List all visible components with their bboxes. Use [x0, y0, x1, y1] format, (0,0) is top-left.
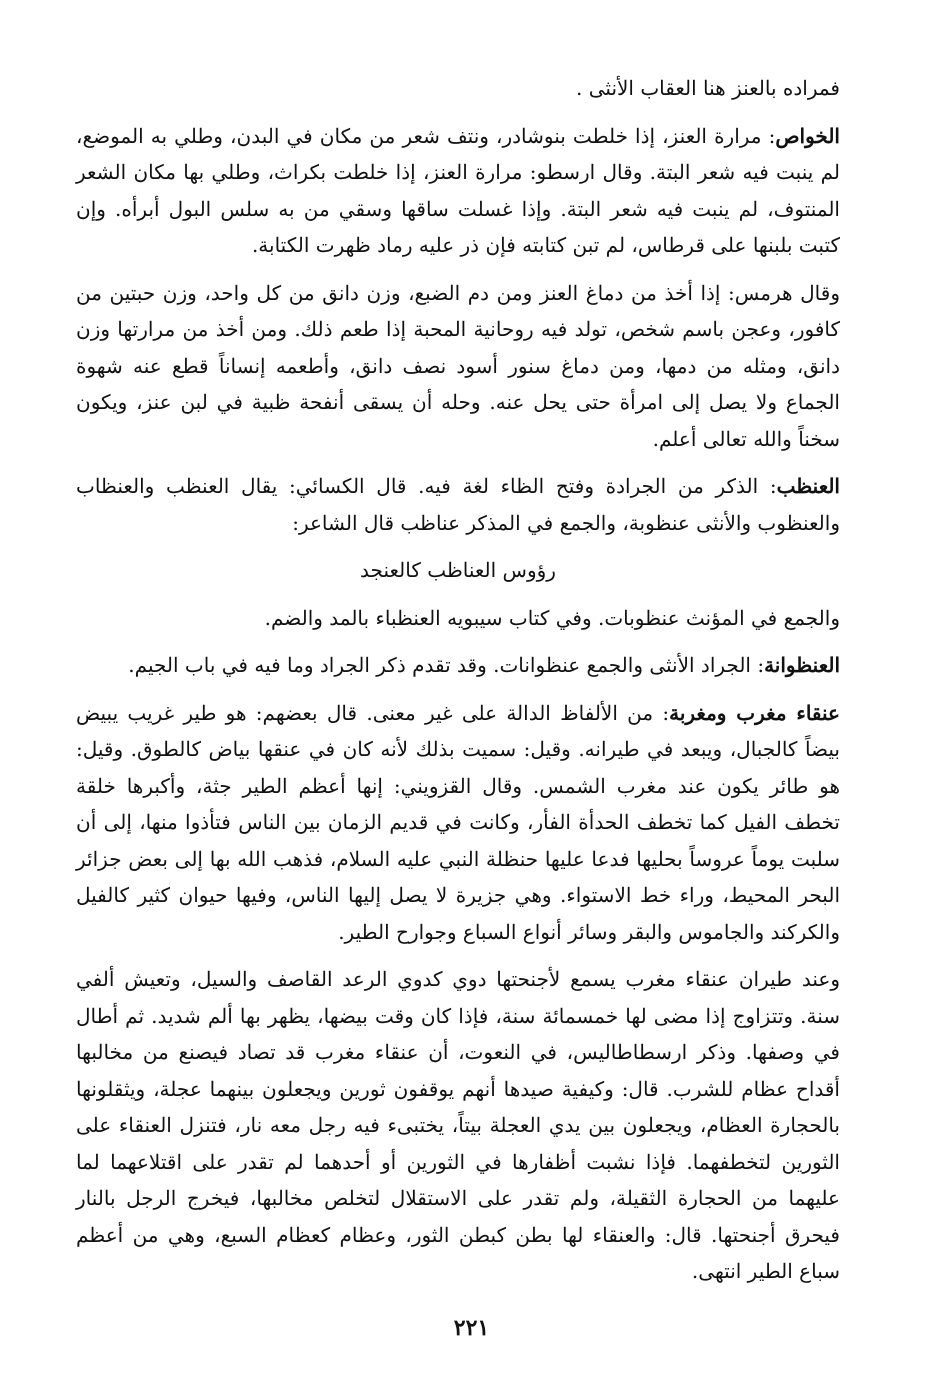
paragraph-unzub — [76, 468, 840, 541]
paragraph-text: : من الألفاظ الدالة على غير معنى. قال بعضهم: هو طير غريب يبيض بيضاً كالجبال، ويبعد في طيرانه. وقيل: سميت بذلك لأنه كان في عنقها بياض كالطوق. وقيل: هو طائر يكون عند مغرب الشمس. وقال القزويني: إنها أعظم الطير جثة، وأكبرها خلقة تخطف الفيل كما تخطف الحدأة الفأر، وكانت في قديم الزمان بين الناس فتأذوا منها، إلى أن سلبت يوماً عروساً بحليها فدعا عليها حنظلة النبي عليه السلام، فذهب الله بها إلى بعض جزائر البحر المحيط، وراء خط الاستواء. وهي جزيرة لا يصل إليها الناس، وفيها حيوان كثير كالفيل والكركند والجاموس والبقر وسائر أنواع السباع وجوارح الطير. — [76, 700, 840, 944]
paragraph-anqa — [76, 695, 840, 951]
paragraph-text: فمراده بالعنز هنا العقاب الأنثى . — [576, 76, 840, 100]
page-body — [76, 70, 840, 1301]
paragraph-text: وقال هرمس: إذا أخذ من دماغ العنز ومن دم الضبع، وزن دانق من كل واحد، وزن حبتين من كافور، وعجن باسم شخص، تولد فيه روحانية المحبة إذا طعم ذلك. ومن أخذ من مرارتها وزن دانق، ومثله من دمها، ومن دماغ سنور أسود نصف دانق، وأطعمه إنساناً قطع عنه شهوة الجماع ولا يصل إلى امرأة حتى يحل عنه. وحله أن يسقى أنفحة ظبية في لبن عنز، ويكون سخناً والله تعالى أعلم. — [76, 280, 840, 451]
paragraph-plural — [76, 600, 840, 637]
paragraph-text: : الجراد الأنثى والجمع عنظوانات. وقد تقدم ذكر الجراد وما فيه في باب الجيم. — [128, 653, 765, 677]
paragraph-intro — [76, 70, 840, 107]
verse-text: رؤوس العناظب كالعنجد — [360, 558, 556, 582]
entry-term: عنقاء مغرب ومغربة — [669, 700, 840, 725]
paragraph-text: وعند طيران عنقاء مغرب يسمع لأجنحتها دوي كدوي الرعد القاصف والسيل، وتعيش ألفي سنة. وتتزاوج إذا مضى لها خمسمائة سنة، فإذا كان وقت بيضها، يظهر بها ألم شديد. ثم أطال في وصفها. وذكر ارسطاطاليس، في النعوت، أن عنقاء مغرب قد تصاد فيصنع من مخالبها أقداح عظام للشرب. قال: وكيفية صيدها أنهم يوقفون ثورين ويجعلون بينهما عجلة، ويثقلونها بالحجارة العظام، ويجعلون بين يدي العجلة بيتاً، يختبىء فيه رجل معه نار، فتنزل العنقاء على الثورين لتخطفهما. فإذا نشبت أظفارها في الثورين أو أحدهما لم تقدر على اقتلاعهما لما عليهما من الحجارة الثقيلة، ولم تقدر على الاستقلال لتخلص مخالبها، فيخرج الرجل بالنار فيحرق أجنحتها. قال: والعنقاء لها بطن كبطن الثور، وعظام كعظام السبع، وهي من أعظم سباع الطير انتهى. — [76, 967, 840, 1283]
poetry-verse — [76, 552, 840, 589]
entry-term: العنظب — [776, 474, 840, 498]
paragraph-anqa-flight — [76, 961, 840, 1290]
entry-term: العنظوانة — [764, 653, 840, 677]
paragraph-khawas — [76, 118, 840, 264]
paragraph-text: : مرارة العنز، إذا خلطت بنوشادر، ونتف شعر من مكان في البدن، وطلي به الموضع، لم ينبت فيه شعر البتة. وقال ارسطو: مرارة العنز، إذا خلطت بكراث، وطلي بها مكان الشعر المنتوف، لم ينبت فيه شعر البتة. وإذا غسلت ساقها وسقي من به سلس البول أبرأه. وإن كتبت بلبنها على قرطاس، لم تبن كتابته فإن ذر عليه رماد ظهرت الكتابة. — [76, 123, 840, 257]
paragraph-text: والجمع في المؤنث عنظوبات. وفي كتاب سيبويه العنظباء بالمد والضم. — [264, 605, 840, 630]
paragraph-text: : الذكر من الجرادة وفتح الظاء لغة فيه. قال الكسائي: يقال العنظب والعنظاب والعنظوب والأنثى عنظوبة، والجمع في المذكر عناظب قال الشاعر: — [76, 474, 840, 535]
page-number: ٢٢١ — [453, 1315, 490, 1341]
entry-term: الخواص — [775, 123, 840, 148]
paragraph-unzuwana — [76, 647, 840, 684]
paragraph-hermes — [76, 275, 840, 458]
